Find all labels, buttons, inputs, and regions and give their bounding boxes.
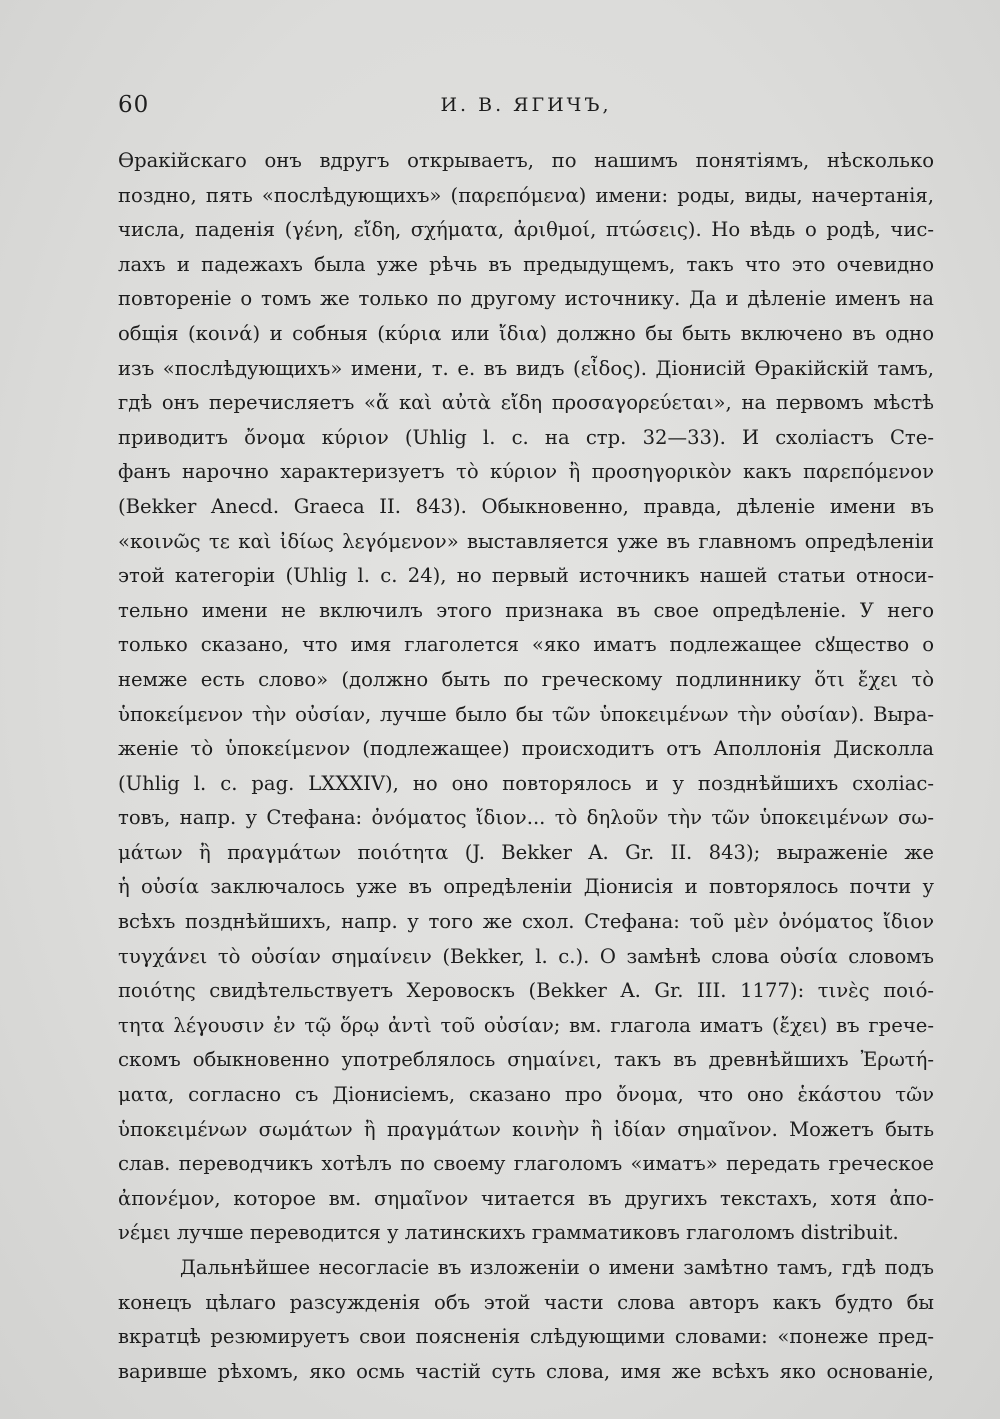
text-line: конецъ цѣлаго разсужденія объ этой части слова авторъ какъ будто бы [118, 1290, 934, 1314]
text-line: τυγχάνει τὸ οὐσίαν σημαίνειν (Bekker, l. c.). О замѣнѣ слова οὐσία словомъ [118, 944, 934, 968]
text-line: τητα λέγουσιν ἐν τῷ ὅρῳ ἀντὶ τοῦ οὐσίαν; вм. глагола иматъ (ἔχει) въ грече- [118, 1013, 934, 1037]
text-line: ἡ οὐσία заключалось уже въ опредѣленіи Діонисія и повторялось почти у [118, 875, 934, 899]
text-line: приводитъ ὄνομα κύριον (Uhlig l. c. на стр. 32—33). И схоліастъ Сте- [118, 425, 934, 449]
body-text [118, 144, 934, 1389]
text-line: товъ, напр. у Стефана: ὀνόματος ἴδιον... τὸ δηλοῦν τὴν τῶν ὑποκειμένων σω- [118, 806, 934, 830]
running-title: И. В. ЯГИЧЪ, [440, 94, 612, 116]
text-line: (Bekker Anecd. Graeca II. 843). Обыкновенно, правда, дѣленіе имени въ [118, 494, 934, 518]
page-number: 60 [118, 92, 150, 118]
text-line: немже есть слово» (должно быть по греческому подлиннику ὅτι ἔχει τὸ [118, 667, 934, 691]
text-line: скомъ обыкновенно употреблялось σημαίνει, такъ въ древнѣйшихъ Ἐρωτή- [118, 1048, 934, 1072]
text-line: Дальнѣйшее несогласіе въ изложеніи о имени замѣтно тамъ, гдѣ подъ [180, 1256, 934, 1279]
text-line: ἀπονέμον, которое вм. σημαῖνον читается въ другихъ текстахъ, хотя ἀπο- [118, 1186, 934, 1210]
text-line: изъ «послѣдующихъ» имени, т. е. въ видъ (εἶδος). Діонисій Өракійскій тамъ, [118, 356, 934, 380]
text-line: слав. переводчикъ хотѣлъ по своему глаголомъ «иматъ» передать греческое [118, 1152, 934, 1176]
text-line: тельно имени не включилъ этого признака въ свое опредѣленіе. У него [118, 598, 934, 622]
text-line: лахъ и падежахъ была уже рѣчь въ предыдущемъ, такъ что это очевидно [118, 252, 934, 276]
text-line: всѣхъ позднѣйшихъ, напр. у того же схол. Стефана: τοῦ μὲν ὀνόματος ἴδιον [118, 910, 934, 934]
text-line: этой категоріи (Uhlig l. c. 24), но первый источникъ нашей статьи относи- [118, 564, 934, 588]
text-line: гдѣ онъ перечисляетъ «ἅ καὶ αὐτὰ εἴδη προσαγορεύεται», на первомъ мѣстѣ [118, 391, 934, 415]
text-line: «κοινῶς τε καὶ ἰδίως λεγόμενον» выставляется уже въ главномъ опредѣленіи [118, 529, 934, 553]
text-line: ματα, согласно съ Діонисіемъ, сказано про ὄνομα, что оно ἑκάστου τῶν [118, 1083, 934, 1107]
text-line: (Uhlig l. c. pag. LXXXIV), но оно повторялось и у позднѣйшихъ схоліас- [118, 771, 934, 795]
text-line: повтореніе о томъ же только по другому источнику. Да и дѣленіе именъ на [118, 287, 934, 311]
text-line: ποιότης свидѣтельствуетъ Херовоскъ (Bekker A. Gr. III. 1177): τινὲς ποιό- [118, 979, 934, 1003]
text-line: вкратцѣ резюмируетъ свои поясненія слѣдующими словами: «понеже пред- [118, 1325, 934, 1349]
running-head [118, 92, 934, 126]
text-line: νέμει лучше переводится у латинскихъ грамматиковъ глаголомъ distribuit. [118, 1221, 899, 1245]
text-line: общія (κοινά) и собныя (κύρια или ἴδια) должно бы быть включено въ одно [118, 321, 934, 345]
text-line: фанъ нарочно характеризуетъ τὸ κύριον ἢ προσηγορικὸν какъ παρεπόμενον [118, 460, 934, 484]
text-line: μάτων ἢ πραγμάτων ποιότητα (J. Bekker A. Gr. II. 843); выраженіе же [118, 840, 934, 864]
text-line: поздно, пять «послѣдующихъ» (παρεπόμενα) имени: роды, виды, начертанія, [118, 183, 934, 207]
text-line: женіе τὸ ὑποκείμενον (подлежащее) происходитъ отъ Аполлонія Дисколла [118, 737, 934, 761]
text-line: числа, паденія (γένη, εἴδη, σχήματα, ἀριθμοί, πτώσεις). Но вѣдь о родѣ, чис- [118, 218, 934, 242]
text-line: только сказано, что имя глаголется «яко иматъ подлежащее сꙋщество о [118, 633, 934, 657]
paragraph-1 [118, 144, 934, 1251]
text-line: ὑποκειμένων σωμάτων ἢ πραγμάτων κοινὴν ἢ ἰδίαν σημαῖνον. Можетъ быть [118, 1117, 934, 1141]
text-line: варивше рѣхомъ, яко осмь частій суть слова, имя же всѣхъ яко основаніе, [118, 1359, 934, 1383]
text-line: Өракійскаго онъ вдругъ открываетъ, по нашимъ понятіямъ, нѣсколько [118, 149, 934, 172]
text-line: ὑποκείμενον τὴν οὐσίαν, лучше было бы τῶν ὑποκειμένων τὴν οὐσίαν). Выра- [118, 702, 934, 726]
paragraph-2 [118, 1251, 934, 1389]
